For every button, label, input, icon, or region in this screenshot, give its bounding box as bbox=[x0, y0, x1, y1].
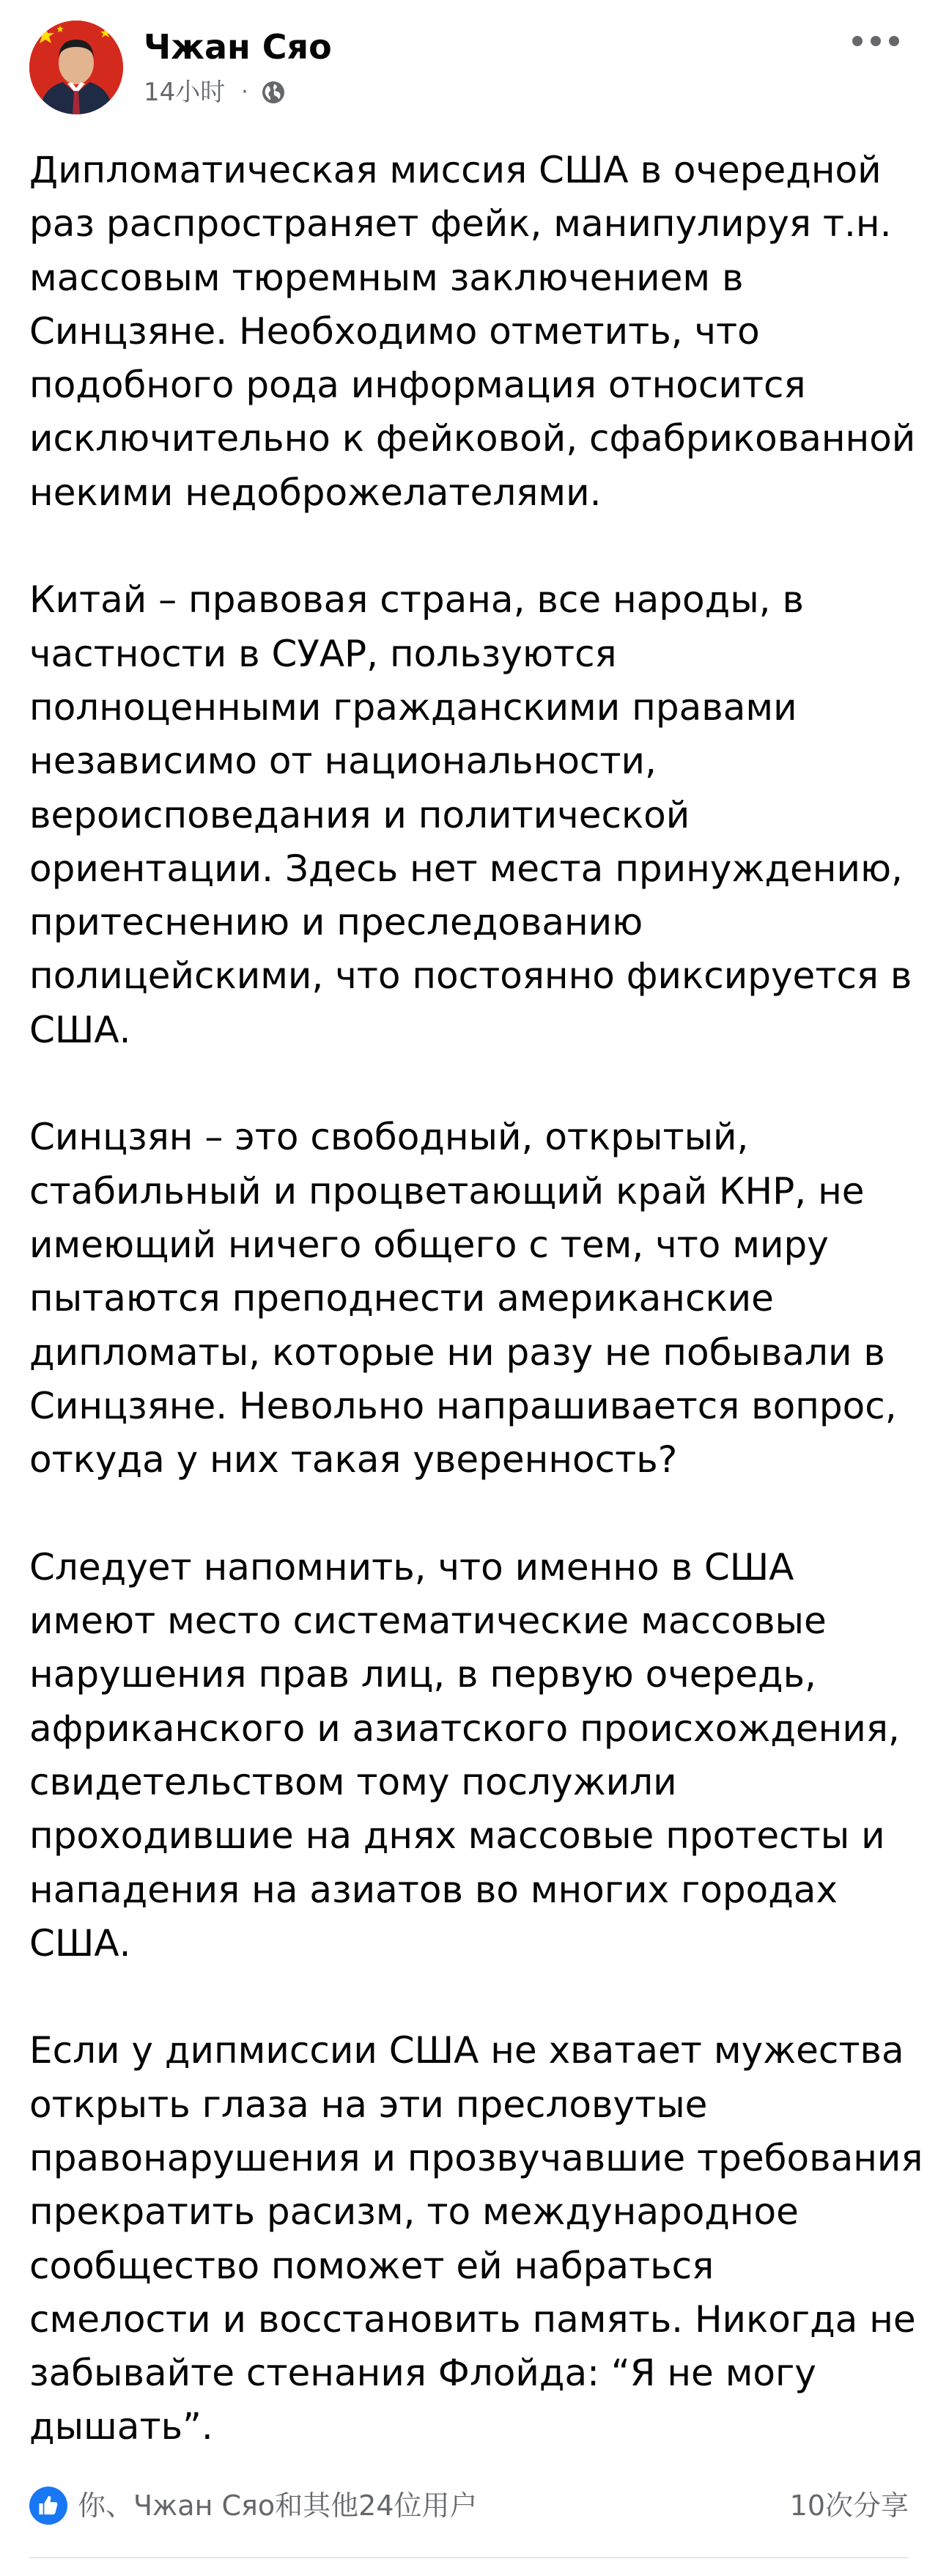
post-text-line: США. bbox=[29, 1008, 131, 1051]
post-text-line: США. bbox=[29, 1921, 131, 1965]
post-text-line: нападения на азиатов во многих городах bbox=[29, 1868, 838, 1911]
post-text-line: стабильный и процветающий край КНР, не bbox=[29, 1169, 865, 1212]
post-text-line: частности в СУАР, пользуются bbox=[29, 632, 617, 675]
avatar[interactable] bbox=[29, 21, 123, 114]
post-paragraph bbox=[29, 1111, 916, 1487]
post-text-line: вероисповедания и политической bbox=[29, 793, 690, 836]
post-text-line: подобного рода информация относится bbox=[29, 364, 806, 407]
post-text-line: раз распространяет фейк, манипулируя т.н. bbox=[29, 202, 892, 246]
post-text-line: ориентации. Здесь нет места принуждению, bbox=[29, 847, 903, 890]
post-body bbox=[29, 144, 923, 2508]
globe-icon bbox=[260, 79, 287, 106]
post-text-line: некими недоброжелателями. bbox=[29, 471, 602, 514]
avatar-image bbox=[29, 21, 123, 114]
post-text-line: имеют место систематические массовые bbox=[29, 1600, 827, 1643]
post-text-line: забывайте стенания Флойда: “Я не могу bbox=[29, 2352, 816, 2395]
post-paragraph bbox=[29, 144, 916, 520]
post-text-line: смелости и восстановить память. Никогда не bbox=[29, 2297, 916, 2341]
more-options-button[interactable] bbox=[843, 19, 909, 63]
post-text-line: независимо от национальности, bbox=[29, 740, 657, 783]
post-text-line: откуда у них такая уверенность? bbox=[29, 1438, 678, 1482]
post-text-line: Дипломатическая миссия США в очередной bbox=[29, 149, 882, 191]
post-text-line: исключительно к фейковой, сфабрикованной bbox=[29, 417, 916, 460]
reactions-text: 你、Чжан Сяо和其他24位用户 bbox=[78, 2489, 478, 2522]
more-horizontal-icon bbox=[850, 34, 901, 48]
post-text-line: дипломаты, которые ни разу не побывали в bbox=[29, 1331, 885, 1374]
post-text-line: Синцзяне. Необходимо отметить, что bbox=[29, 309, 760, 353]
post-text-line: открыть глаза на эти пресловутые bbox=[29, 2083, 708, 2126]
post-paragraph bbox=[29, 573, 916, 1057]
post-text-line: притеснению и преследованию bbox=[29, 901, 643, 944]
post-text-line: пытаются преподнести американские bbox=[29, 1277, 774, 1320]
post-text-line: африканского и азиатского происхождения, bbox=[29, 1707, 900, 1750]
post-text-line: Если у дипмиссии США не хватает мужества bbox=[29, 2029, 904, 2072]
post-text-line: полицейскими, что постоянно фиксируется в bbox=[29, 954, 912, 998]
post-text-line: массовым тюремным заключением в bbox=[29, 256, 744, 299]
post-paragraph bbox=[29, 2024, 923, 2454]
thumbs-up-icon bbox=[29, 2487, 67, 2525]
post-text-line: полноценными гражданскими правами bbox=[29, 685, 797, 729]
divider bbox=[29, 2557, 909, 2558]
post-text-line: дышать”. bbox=[29, 2405, 213, 2448]
post-text-line: прекратить расизм, то международное bbox=[29, 2190, 799, 2234]
author-name[interactable]: Чжан Сяо bbox=[144, 27, 332, 67]
post-text-line: имеющий ничего общего с тем, что миру bbox=[29, 1223, 829, 1266]
post-text-line: Следует напомнить, что именно в США bbox=[29, 1545, 794, 1589]
post-text-line: сообщество поможет ей набраться bbox=[29, 2244, 714, 2287]
post-header bbox=[29, 16, 909, 111]
shares-count[interactable]: 10次分享 bbox=[789, 2489, 909, 2522]
reactions-summary[interactable] bbox=[29, 2485, 478, 2526]
post-paragraph bbox=[29, 1541, 916, 1970]
post-text-line: проходившие на днях массовые протесты и bbox=[29, 1814, 885, 1858]
post-text-line: Синцзян – это свободный, открытый, bbox=[29, 1116, 749, 1159]
post-text-line: Синцзяне. Невольно напрашивается вопрос, bbox=[29, 1384, 897, 1427]
meta-separator: · bbox=[241, 79, 248, 105]
post-text-line: Китай – правовая страна, все народы, в bbox=[29, 578, 804, 622]
post-footer bbox=[29, 2485, 909, 2526]
post-time[interactable]: 14小时 bbox=[144, 78, 226, 107]
post-meta bbox=[144, 78, 287, 107]
post-text-line: правонарушения и прозвучавшие требования bbox=[29, 2136, 923, 2179]
post-text-line: свидетельством тому послужили bbox=[29, 1760, 677, 1803]
post-text-line: нарушения прав лиц, в первую очередь, bbox=[29, 1653, 816, 1696]
